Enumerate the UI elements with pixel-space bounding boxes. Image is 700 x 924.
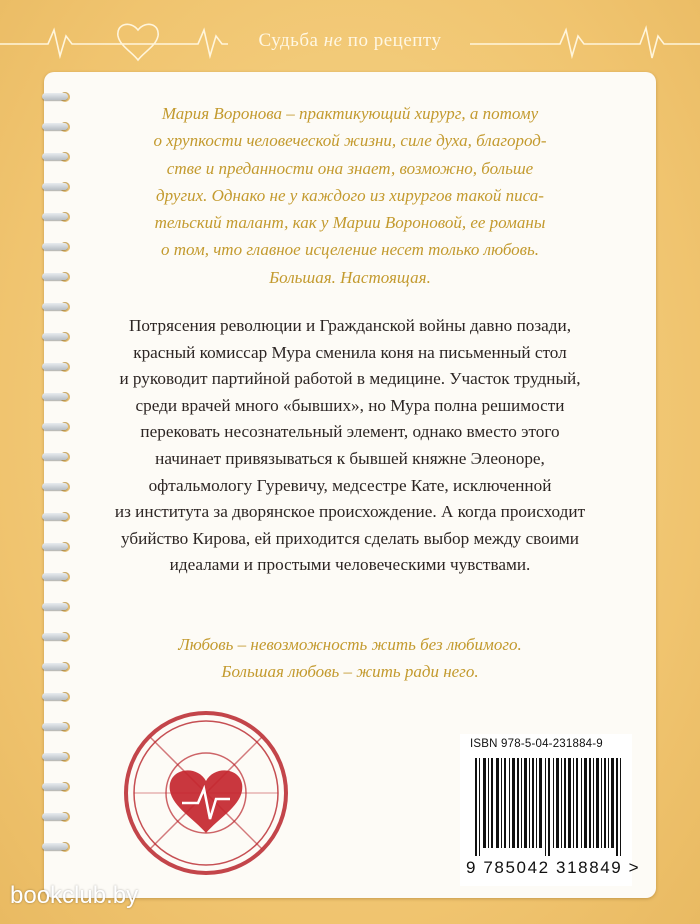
heart-stamp-logo <box>120 707 292 879</box>
synopsis-line: убийство Кирова, ей приходится сделать выбор между своими <box>121 528 579 548</box>
synopsis-line: и руководит партийной работой в медицине. Участок трудный, <box>119 369 581 389</box>
synopsis-line: офтальмологу Гуревичу, медсестре Кате, исключенной <box>148 475 552 495</box>
author-intro <box>62 100 638 291</box>
synopsis-line: среди врачей много «бывших», но Мура полна решимости <box>135 395 565 415</box>
site-watermark: bookclub.by <box>10 882 139 909</box>
love-quote <box>80 631 620 685</box>
synopsis-line: идеалами и простыми человеческими чувствами. <box>169 555 531 575</box>
barcode-bars <box>475 758 627 856</box>
book-synopsis <box>80 313 620 579</box>
intro-line: Мария Воронова – практикующий хирург, а потому <box>161 104 539 123</box>
intro-line: Большая. Настоящая. <box>269 267 431 287</box>
quote-line: Большая любовь – жить ради него. <box>221 662 479 681</box>
series-header <box>0 0 700 72</box>
synopsis-line: красный комиссар Мура сменила коня на письменный стол <box>133 342 567 362</box>
synopsis-line: Потрясения революции и Гражданской войны давно позади, <box>128 316 572 335</box>
barcode-digits: 9 785042 318849 > <box>466 858 641 877</box>
series-title: Судьба не по рецепту <box>258 30 442 51</box>
synopsis-line: начинает привязываться к бывшей княжне Элеоноре, <box>155 448 545 468</box>
intro-line: о хрупкости человеческой жизни, силе духа, благород- <box>153 131 547 151</box>
quote-line: Любовь – невозможность жить без любимого. <box>178 635 522 654</box>
intro-line: о том, что главное исцеление несет только любовь. <box>160 240 540 260</box>
intro-line: стве и преданности она знает, возможно, больше <box>166 158 534 178</box>
intro-line: других. Однако не у каждого из хирургов такой писа- <box>156 185 544 205</box>
synopsis-line: из института за дворянское происхождение. А когда происходит <box>114 502 586 522</box>
intro-line: тельский талант, как у Марии Вороновой, ее романы <box>154 213 546 233</box>
isbn-text: ISBN 978-5-04-231884-9 <box>470 738 603 750</box>
synopsis-line: перековать несознательный элемент, однако вместо этого <box>140 422 560 442</box>
